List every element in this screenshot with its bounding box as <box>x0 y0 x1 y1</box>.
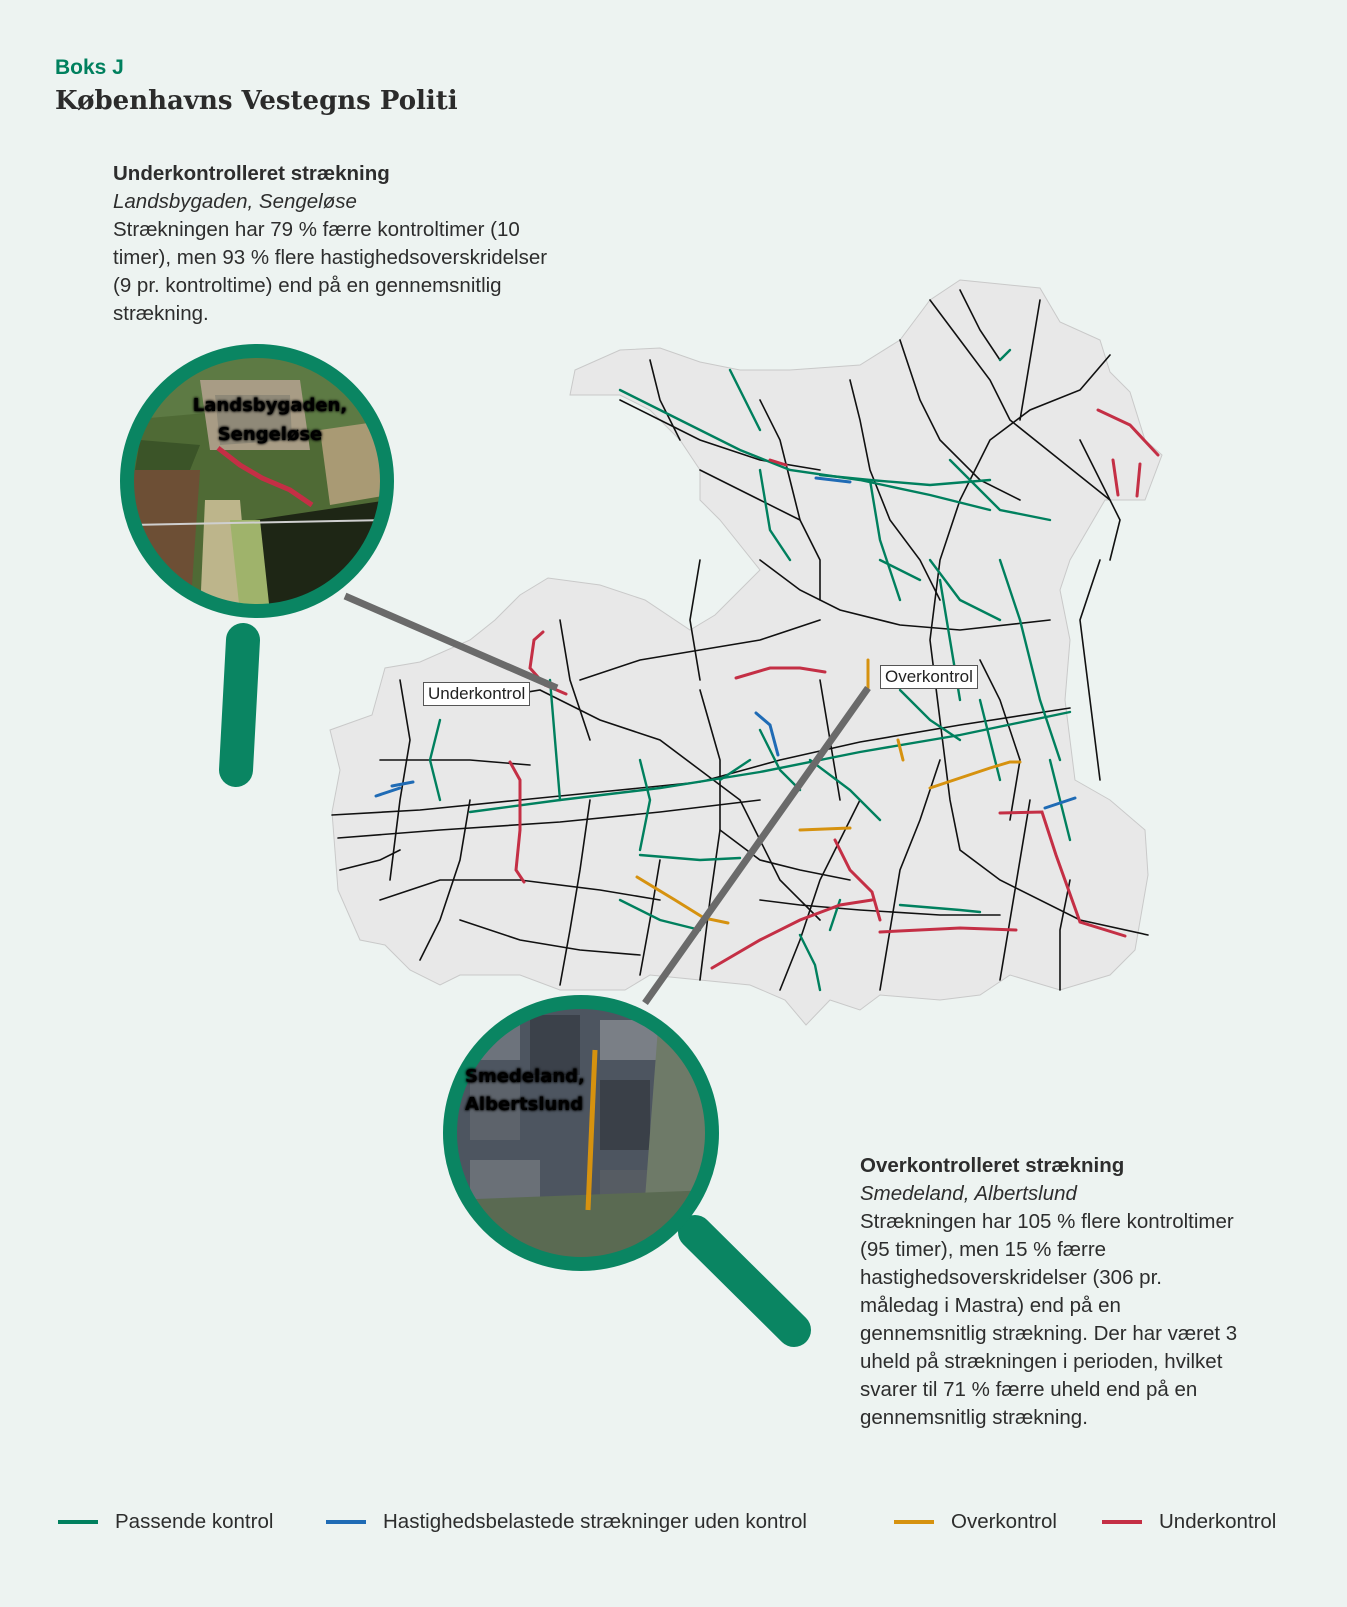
legend-label: Passende kontrol <box>115 1510 274 1533</box>
map-tag-overkontrol: Overkontrol <box>880 665 978 689</box>
legend-item-hastighed <box>326 1510 807 1534</box>
lens-label-line1: Landsbygaden, <box>192 395 348 416</box>
lens-label-line1: Smedeland, <box>465 1066 585 1087</box>
legend-item-underkontrol <box>1102 1510 1276 1534</box>
box-label: Boks J <box>55 56 124 79</box>
legend-label: Overkontrol <box>951 1510 1057 1533</box>
lens-label-line2: Sengeløse <box>217 424 323 445</box>
callout-location: Smedeland, Albertslund <box>860 1182 1077 1205</box>
map-tag-underkontrol: Underkontrol <box>423 682 530 706</box>
legend-label: Hastighedsbelastede strækninger uden kontrol <box>383 1510 807 1533</box>
legend-swatch <box>894 1520 934 1524</box>
magnifier-underkontrol <box>127 351 389 770</box>
callout-text: Strækningen har 105 % flere kontroltimer (95 timer), men 15 % færre hastighedsoverskridelser (306 pr. måledag i Mastra) end på en gennemsnitlig strækning. Der har været 3 uheld på strækningen i perioden, hvilket svarer til 71 % færre uheld end på en gennemsnitlig strækning. <box>860 1210 1238 1429</box>
legend-swatch <box>326 1520 366 1524</box>
legend-item-passende <box>58 1510 273 1534</box>
callout-location: Landsbygaden, Sengeløse <box>113 190 357 213</box>
legend-swatch <box>58 1520 98 1524</box>
callout-heading: Underkontrolleret strækning <box>113 162 390 185</box>
legend-item-overkontrol <box>894 1510 1057 1534</box>
lens-label-line2: Albertslund <box>465 1094 584 1115</box>
page-title: Københavns Vestegns Politi <box>55 86 458 116</box>
legend-swatch <box>1102 1520 1142 1524</box>
legend-label: Underkontrol <box>1159 1510 1277 1533</box>
magnifier-overkontrol <box>450 1002 794 1330</box>
callout-text: Strækningen har 79 % færre kontroltimer (10 timer), men 93 % flere hastighedsoverskridelser (9 pr. kontroltime) end på en gennemsnitlig strækning. <box>113 218 548 325</box>
district-area <box>330 280 1162 1025</box>
callout-heading: Overkontrolleret strækning <box>860 1154 1125 1177</box>
